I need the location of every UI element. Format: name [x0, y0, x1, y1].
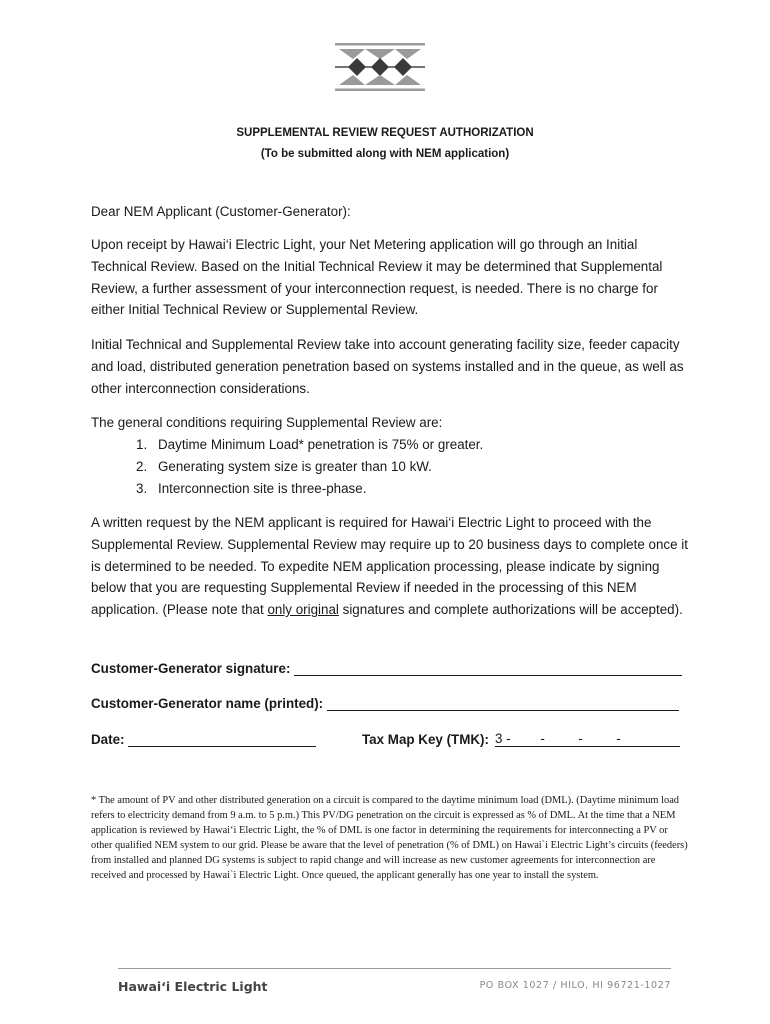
tmk-field[interactable]: 3 - - - - — [495, 731, 680, 747]
list-text: Daytime Minimum Load* penetration is 75% or greater. — [158, 437, 484, 452]
paragraph-review-factors: Initial Technical and Supplemental Review take into account generating facility size, feeder capacity and load, distributed generation penetration based on systems installed and in the queue, as well as other interconnection considerations. — [91, 337, 684, 396]
logo-top-triangles — [339, 49, 421, 59]
logo-bottom-triangles — [339, 75, 421, 85]
date-label: Date: — [91, 732, 125, 747]
conditions-intro: The general conditions requiring Supplemental Review are: — [91, 415, 443, 430]
printed-name-label: Customer-Generator name (printed): — [91, 696, 324, 711]
only-original-emphasis: only original — [267, 602, 339, 618]
list-number: 2. — [136, 458, 148, 474]
list-item — [136, 456, 696, 478]
paragraph-written-request — [91, 512, 691, 621]
footer-brand: Hawaiʻi Electric Light — [118, 979, 268, 994]
conditions-list — [136, 434, 696, 499]
logo-mid-line — [335, 66, 425, 67]
logo-bottom-stripe — [335, 89, 425, 92]
footnote-dml: * The amount of PV and other distributed generation on a circuit is compared to the daytime minimum load (DML). (Daytime minimum load refers to electricity demand from 9 a.m. to 5 p.m.) This PV/DG penetration on the circuit is expressed as % of DML. At the time that a NEM application is reviewed by Hawai‘i Electric Light, the % of DML is one factor in determining the requirements for interconnecting a PV or other qualified NEM system to our grid. Please be aware that the level of penetration (% of DML) on Hawai`i Electric Light’s circuits (feeders) from installed and planned DG systems is subject to rapid change and will increase as new customer agreements for interconnection are received and processed by Hawai`i Electric Light. Once queued, the applicant generally has one year to install the system. — [91, 795, 688, 881]
footer-address: PO BOX 1027 / HILO, HI 96721-1027 — [479, 980, 671, 991]
list-text: Interconnection site is three-phase. — [158, 480, 367, 496]
printed-name-field[interactable] — [327, 696, 679, 711]
date-row — [91, 727, 316, 747]
list-number: 1. — [136, 437, 148, 452]
list-item — [136, 478, 696, 500]
logo-top-stripe — [335, 43, 425, 46]
list-item — [136, 434, 696, 456]
document-title: SUPPLEMENTAL REVIEW REQUEST AUTHORIZATION — [236, 127, 534, 139]
list-number: 3. — [136, 480, 148, 496]
salutation: Dear NEM Applicant (Customer-Generator): — [91, 204, 351, 219]
footer-divider — [118, 968, 671, 969]
signature-label: Customer-Generator signature: — [91, 661, 291, 676]
written-request-text-end: signatures and complete authorizations will be accepted). — [338, 602, 683, 618]
written-request-text: A written request by the NEM applicant is required for Hawai‘i Electric Light to proceed with the Supplemental Review. Supplemental Review may require up to 20 business days to complete once it is determined to be needed. To expedite NEM application processing, please indicate by signing below that you are requesting Supplemental Review if needed in the processing of this NEM application. (Please note that — [91, 515, 688, 618]
signature-field[interactable] — [294, 661, 682, 676]
tmk-label: Tax Map Key (TMK): — [362, 732, 489, 747]
tmk-row — [362, 727, 680, 747]
printed-name-row — [91, 691, 679, 711]
list-text: Generating system size is greater than 10 kW. — [158, 458, 432, 474]
company-logo — [335, 43, 425, 91]
signature-row — [91, 656, 682, 676]
paragraph-initial-review: Upon receipt by Hawai‘i Electric Light, your Net Metering application will go through an Initial Technical Review. Based on the Initial Technical Review it may be determined that Supplemental Review, a further assessment of your interconnection request, is needed. There is no charge for either Initial Technical Review or Supplemental Review. — [91, 237, 663, 318]
document-subtitle: (To be submitted along with NEM application) — [260, 148, 510, 160]
date-field[interactable] — [128, 732, 316, 747]
